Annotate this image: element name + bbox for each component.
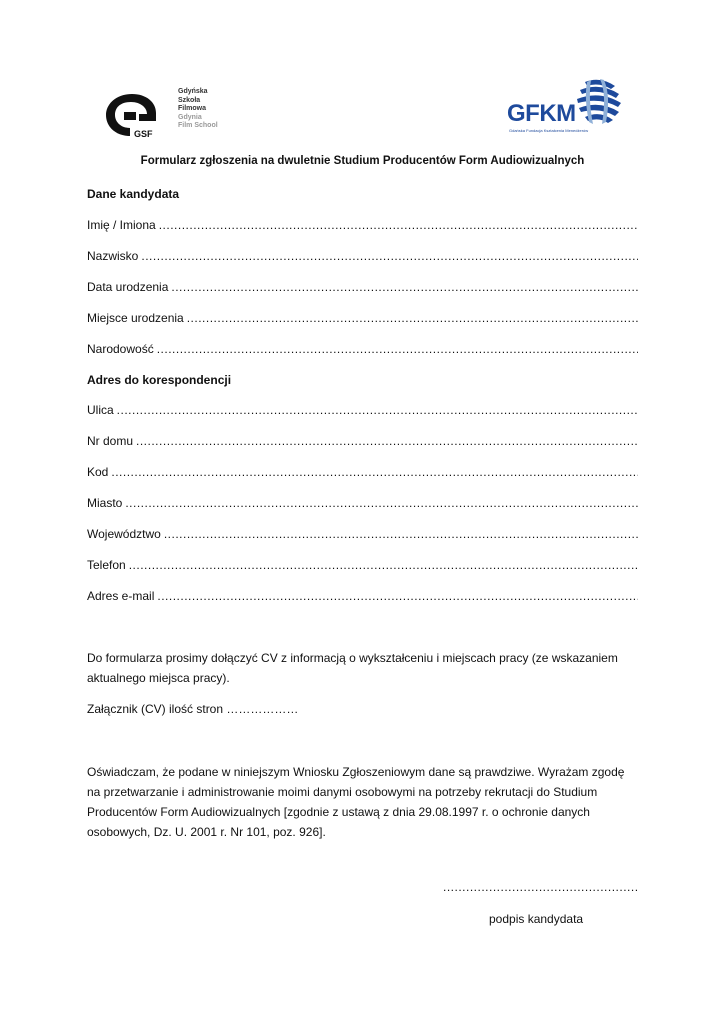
postal-code-input-line[interactable] [111,465,638,479]
street-input-line[interactable] [117,403,638,417]
email-field[interactable] [87,589,638,605]
province-label: Województwo [87,527,161,541]
gsf-line-en-2: Film School [178,122,218,130]
section-address-heading: Adres do korespondencji [87,373,232,387]
first-name-input-line[interactable] [159,218,638,232]
nationality-label: Narodowość [87,342,154,356]
gfkm-logo-text: GFKM [507,100,576,127]
phone-input-line[interactable] [129,558,638,572]
gsf-line-3: Filmowa [178,105,207,113]
city-input-line[interactable] [125,496,638,510]
province-field[interactable] [87,527,638,543]
birth-date-field[interactable] [87,280,638,296]
gfkm-logo-subtitle: Gdańska Fundacja Kształcenia Menedżerów [509,128,589,133]
postal-code-field[interactable] [87,465,638,481]
last-name-input-line[interactable] [141,249,638,263]
nationality-field[interactable] [87,342,638,358]
province-input-line[interactable] [164,527,638,541]
email-input-line[interactable] [157,589,638,603]
form-title: Formularz zgłoszenia na dwuletnie Studium Producentów Form Audiowizualnych [140,155,585,167]
city-field[interactable] [87,496,638,512]
birth-date-input-line[interactable] [171,280,638,294]
section-candidate-heading: Dane kandydata [87,187,180,201]
birth-place-label: Miejsce urodzenia [87,311,184,325]
last-name-label: Nazwisko [87,249,139,263]
gsf-mark-text: GSF [134,129,153,139]
declaration-text: Oświadczam, że podane w niniejszym Wniosku Zgłoszeniowym dane są prawdziwe. Wyrażam zgodę na przetwarzanie i administrowanie moimi danymi osobowymi na potrzeby rekrutacji do Studium Producentów Form Audiowizualnych [zgodnie z ustawą z dnia 29.08.1997 r. o ochronie danych osobowych, Dz. U. 2001 r. Nr 101, poz. 926]. [87,765,625,839]
signature-label: podpis kandydata [489,912,584,926]
gsf-logo-text [178,88,218,131]
last-name-field[interactable] [87,249,638,265]
signature-line[interactable] [443,880,638,894]
birth-place-field[interactable] [87,311,638,327]
email-label: Adres e-mail [87,589,155,603]
birth-date-label: Data urodzenia [87,280,169,294]
phone-field[interactable] [87,558,638,574]
city-label: Miasto [87,496,123,510]
gsf-line-2: Szkoła [178,96,201,104]
house-number-field[interactable] [87,434,638,450]
first-name-label: Imię / Imiona [87,218,156,232]
first-name-field[interactable] [87,218,638,234]
street-label: Ulica [87,403,114,417]
gsf-line-en-1: Gdynia [178,113,202,121]
house-number-label: Nr domu [87,434,134,448]
attachment-pages-field[interactable]: Załącznik (CV) ilość stron ……………… [87,702,299,716]
phone-label: Telefon [87,558,126,572]
nationality-input-line[interactable] [157,342,638,356]
cv-note: Do formularza prosimy dołączyć CV z informacją o wykształceniu i miejscach pracy (ze wskazaniem aktualnego miejsca pracy). [87,651,618,685]
birth-place-input-line[interactable] [187,311,638,325]
street-field[interactable] [87,403,638,419]
gsf-line-1: Gdyńska [178,88,208,95]
postal-code-label: Kod [87,465,109,479]
house-number-input-line[interactable] [136,434,638,448]
